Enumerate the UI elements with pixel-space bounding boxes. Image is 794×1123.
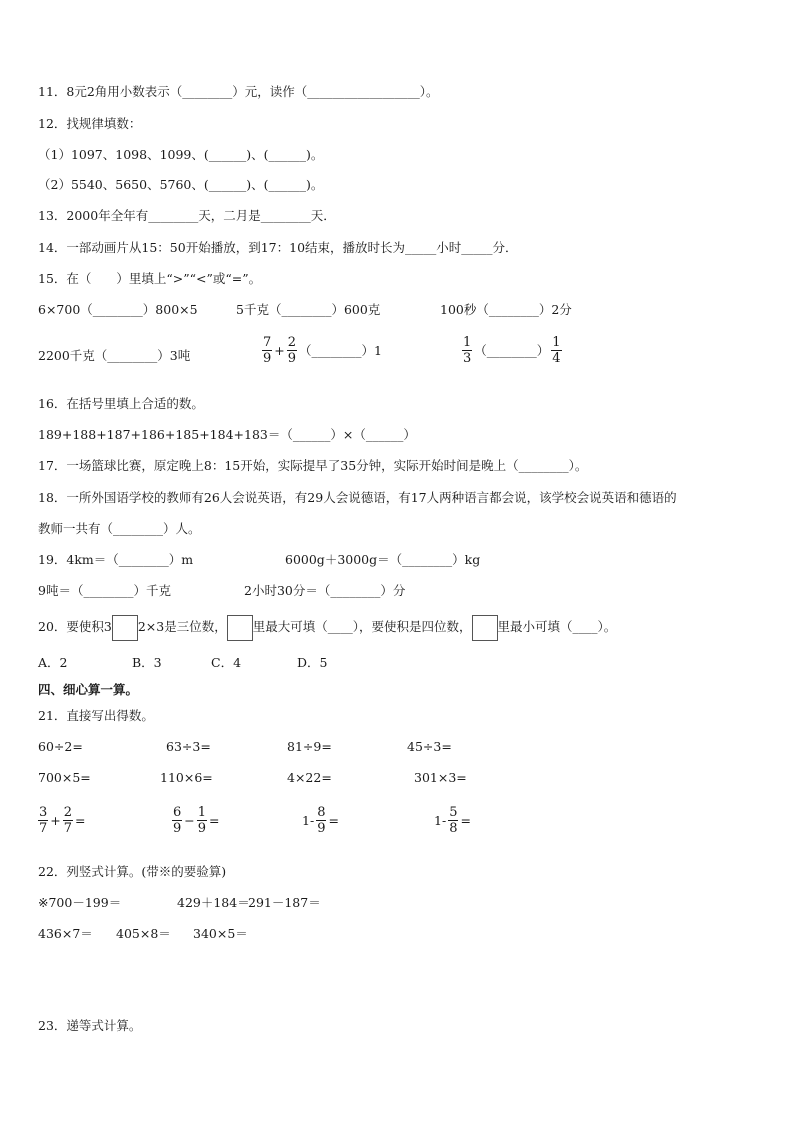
q15-item-1: 6×700（________）800×5 bbox=[38, 302, 198, 317]
section-heading-4: 四、细心算一算。 bbox=[38, 682, 139, 697]
q15-item-3: 100秒（________）2分 bbox=[440, 302, 572, 317]
q20-option-a[interactable]: A．2 bbox=[38, 655, 68, 670]
question-12: 12．找规律填数： bbox=[38, 116, 142, 131]
q21-fraction-calc: $\frac{6}{9}$ − $\frac{1}{9}$ = bbox=[173, 805, 220, 836]
q22-calc: ※700－199＝ bbox=[38, 895, 122, 910]
question-23: 23．递等式计算。 bbox=[38, 1018, 142, 1033]
blank-box[interactable] bbox=[112, 615, 138, 641]
q21-calc: 63÷3= bbox=[166, 739, 211, 754]
q15-item-2: 5千克（________）600克 bbox=[236, 302, 381, 317]
fraction: $\frac{6}{9}$ bbox=[173, 805, 182, 836]
q15-item-6: $\frac{1}{3}$ （________） $\frac{1}{4}$ bbox=[463, 335, 561, 366]
question-12-part-1: （1）1097、1098、1099、(______)、(______)。 bbox=[38, 147, 324, 162]
question-21: 21．直接写出得数。 bbox=[38, 708, 154, 723]
question-22: 22．列竖式计算。(带※的要验算) bbox=[38, 864, 227, 879]
question-17: 17．一场篮球比赛，原定晚上8：15开始，实际提早了35分钟，实际开始时间是晚上（________）。 bbox=[38, 458, 588, 473]
fraction: $\frac{2}{9}$ bbox=[287, 335, 297, 366]
q21-fraction-calc: 1- $\frac{8}{9}$ = bbox=[302, 805, 339, 836]
q19-item-2: 6000g＋3000g＝（________）kg bbox=[285, 552, 481, 567]
fraction: $\frac{1}{9}$ bbox=[197, 805, 207, 836]
fraction: $\frac{5}{8}$ bbox=[449, 805, 458, 836]
question-16: 16．在括号里填上合适的数。 bbox=[38, 396, 204, 411]
fraction: $\frac{3}{7}$ bbox=[39, 805, 48, 836]
q19-item-4: 2小时30分＝（________）分 bbox=[244, 583, 406, 598]
question-11: 11．8元2角用小数表示（________）元，读作（__________________）。 bbox=[38, 84, 439, 99]
question-13: 13．2000年全年有________天，二月是________天． bbox=[38, 208, 336, 223]
question-16-equation: 189+188+187+186+185+184+183＝（______）×（______） bbox=[38, 427, 416, 442]
q21-calc: 45÷3= bbox=[407, 739, 452, 754]
q22-calc: 436×7＝ bbox=[38, 926, 93, 941]
q21-calc: 700×5= bbox=[38, 770, 91, 785]
q20-option-d[interactable]: D．5 bbox=[297, 655, 328, 670]
fraction: $\frac{8}{9}$ bbox=[317, 805, 326, 836]
question-20: 20．要使积3 2×3是三位数， 里最大可填（____），要使积是四位数， 里最小可填（____）。 bbox=[38, 613, 616, 641]
q15-item-4: 2200千克（________）3吨 bbox=[38, 348, 191, 363]
q22-calc: 291－187＝ bbox=[248, 895, 321, 910]
q21-calc: 110×6= bbox=[160, 770, 213, 785]
question-12-part-2: （2）5540、5650、5760、(______)、(______)。 bbox=[38, 177, 324, 192]
blank-box[interactable] bbox=[227, 615, 253, 641]
q21-fraction-calc: $\frac{3}{7}$ + $\frac{2}{7}$ = bbox=[39, 805, 86, 836]
fraction: $\frac{7}{9}$ bbox=[263, 335, 272, 366]
fraction: $\frac{1}{4}$ bbox=[552, 335, 561, 366]
q22-calc: 340×5＝ bbox=[193, 926, 248, 941]
blank-box[interactable] bbox=[472, 615, 498, 641]
q22-calc: 429＋184＝ bbox=[177, 895, 250, 910]
q19-item-3: 9吨＝（________）千克 bbox=[38, 583, 171, 598]
q21-calc: 60÷2= bbox=[38, 739, 83, 754]
q21-fraction-calc: 1- $\frac{5}{8}$ = bbox=[434, 805, 471, 836]
q19-item-1: 19．4km＝（________）m bbox=[38, 552, 194, 567]
fraction: $\frac{1}{3}$ bbox=[463, 335, 472, 366]
q21-calc: 81÷9= bbox=[287, 739, 332, 754]
q22-calc: 405×8＝ bbox=[116, 926, 171, 941]
question-18-line-2: 教师一共有（________）人。 bbox=[38, 521, 201, 536]
q15-item-5: $\frac{7}{9}$ + $\frac{2}{9}$ （________）1 bbox=[263, 335, 382, 366]
question-14: 14．一部动画片从15：50开始播放，到17：10结束，播放时长为_____小时_____分． bbox=[38, 240, 518, 255]
question-18-line-1: 18．一所外国语学校的教师有26人会说英语，有29人会说德语，有17人两种语言都会说，该学校会说英语和德语的 bbox=[38, 490, 677, 505]
q21-calc: 4×22= bbox=[287, 770, 332, 785]
question-15: 15．在（ ）里填上“>”“<”或“=”。 bbox=[38, 271, 262, 286]
q20-option-c[interactable]: C．4 bbox=[211, 655, 242, 670]
q20-option-b[interactable]: B．3 bbox=[132, 655, 162, 670]
q21-calc: 301×3= bbox=[414, 770, 467, 785]
fraction: $\frac{2}{7}$ bbox=[63, 805, 73, 836]
